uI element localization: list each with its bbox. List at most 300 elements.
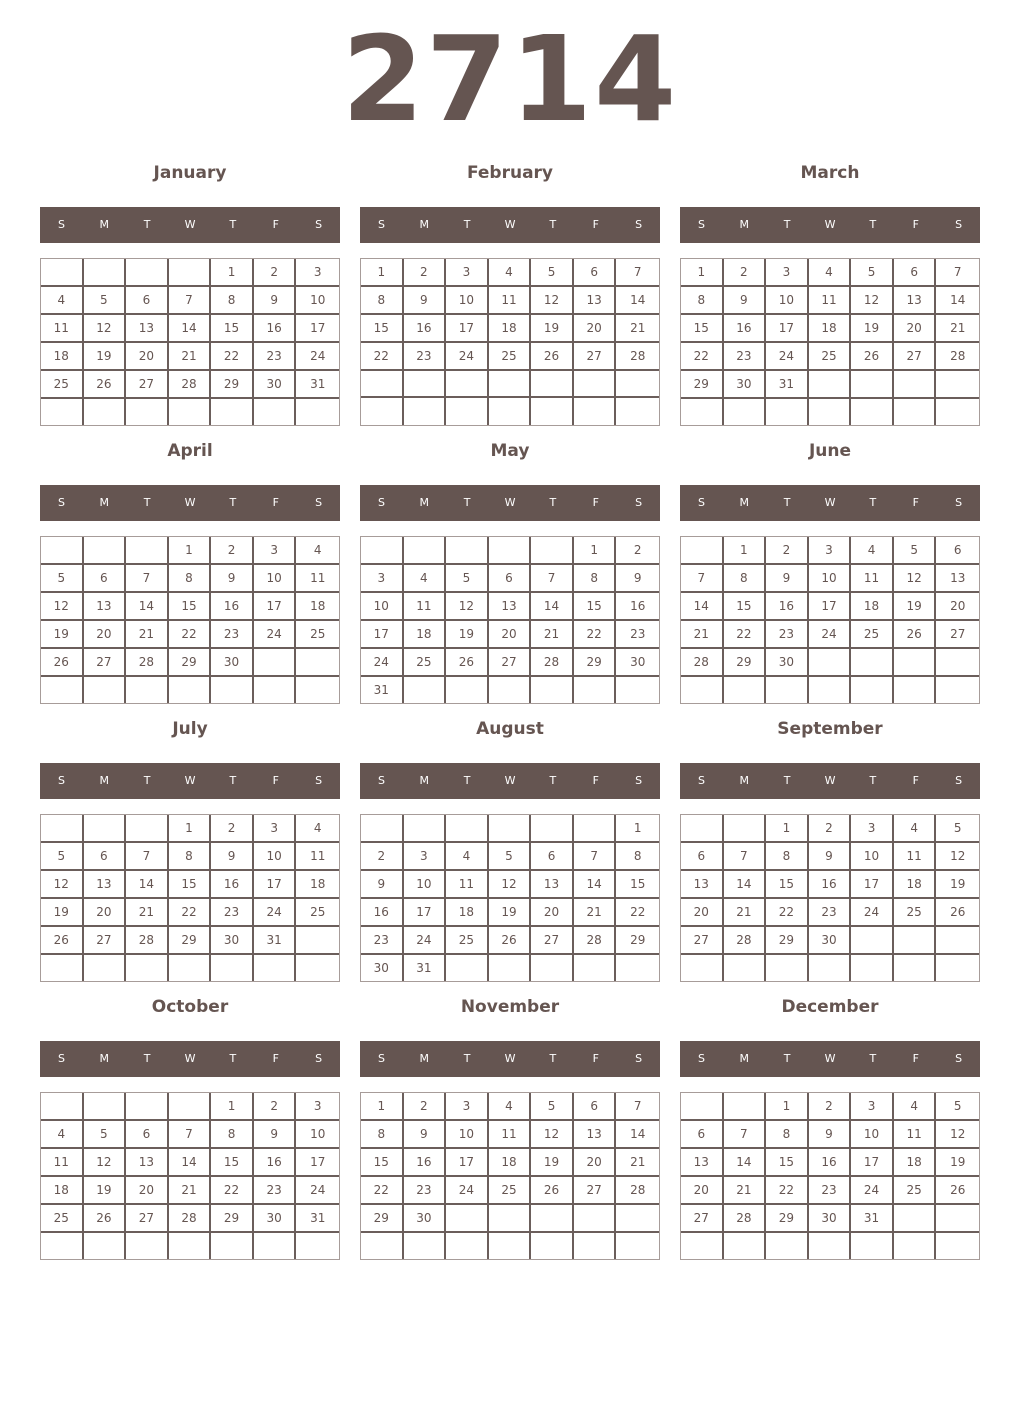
day-cell: 20 [126, 1177, 169, 1205]
day-cell: 21 [169, 343, 212, 371]
weekday-label: S [635, 218, 643, 231]
day-cell: 2 [404, 1093, 447, 1121]
day-cell: 18 [296, 871, 339, 899]
weekday-label: T [549, 496, 557, 509]
day-cell [361, 537, 404, 565]
day-cell: 10 [851, 1121, 894, 1149]
day-cell: 5 [531, 1093, 574, 1121]
weekday-label: S [635, 496, 643, 509]
day-cell: 1 [681, 259, 724, 287]
day-cell: 5 [84, 287, 127, 315]
day-cell [936, 1205, 979, 1233]
day-cell: 22 [616, 899, 659, 927]
day-cell: 14 [574, 871, 617, 899]
day-cell [41, 955, 84, 981]
day-cell [41, 1093, 84, 1121]
weekday-label: T [869, 218, 877, 231]
day-cell: 27 [531, 927, 574, 955]
day-cell [766, 677, 809, 703]
day-grid [40, 1092, 340, 1260]
weekday-label: T [229, 496, 237, 509]
day-cell [84, 399, 127, 425]
day-cell: 23 [616, 621, 659, 649]
weekday-label: W [824, 1052, 836, 1065]
day-cell: 17 [446, 1149, 489, 1177]
month-title: November [460, 997, 560, 1017]
day-cell: 28 [616, 343, 659, 371]
day-cell: 12 [41, 593, 84, 621]
day-cell: 8 [616, 843, 659, 871]
weekday-label: M [419, 496, 430, 509]
day-cell: 14 [616, 1121, 659, 1149]
day-cell [169, 259, 212, 287]
day-cell: 27 [574, 1177, 617, 1205]
day-cell: 30 [809, 927, 852, 955]
day-cell: 17 [296, 1149, 339, 1177]
day-cell: 24 [446, 1177, 489, 1205]
day-cell: 15 [211, 315, 254, 343]
day-cell: 24 [851, 899, 894, 927]
day-cell [809, 399, 852, 425]
day-cell: 4 [296, 537, 339, 565]
day-cell [531, 371, 574, 398]
day-cell: 5 [936, 815, 979, 843]
day-cell [724, 677, 767, 703]
day-cell: 6 [574, 1093, 617, 1121]
day-cell: 14 [531, 593, 574, 621]
day-cell: 29 [211, 371, 254, 399]
day-cell: 23 [254, 1177, 297, 1205]
weekday-label: S [315, 774, 323, 787]
day-cell [574, 398, 617, 425]
day-cell: 17 [361, 621, 404, 649]
day-cell: 21 [616, 315, 659, 343]
day-cell: 29 [361, 1205, 404, 1233]
day-cell [169, 1093, 212, 1121]
day-cell: 5 [489, 843, 532, 871]
weekday-label: F [912, 496, 919, 509]
day-cell: 14 [126, 593, 169, 621]
day-cell: 4 [41, 1121, 84, 1149]
day-cell [724, 1233, 767, 1259]
day-cell: 13 [84, 593, 127, 621]
day-cell: 22 [574, 621, 617, 649]
day-cell: 12 [531, 287, 574, 315]
day-cell [809, 649, 852, 677]
day-cell [681, 1093, 724, 1121]
day-cell [126, 1233, 169, 1259]
day-cell [936, 371, 979, 399]
day-cell: 22 [361, 1177, 404, 1205]
day-cell: 2 [211, 815, 254, 843]
day-cell: 18 [296, 593, 339, 621]
day-cell [84, 1233, 127, 1259]
weekday-label: T [143, 496, 151, 509]
day-cell [84, 1093, 127, 1121]
day-cell: 30 [361, 955, 404, 981]
day-cell: 11 [41, 315, 84, 343]
day-cell [681, 955, 724, 981]
day-cell: 12 [936, 1121, 979, 1149]
day-cell: 18 [489, 1149, 532, 1177]
day-grid [360, 258, 660, 426]
day-cell: 27 [84, 649, 127, 677]
day-cell [681, 537, 724, 565]
day-cell: 14 [169, 1149, 212, 1177]
day-cell: 17 [446, 315, 489, 343]
day-cell: 27 [936, 621, 979, 649]
weekday-header [680, 207, 980, 243]
day-cell: 4 [404, 565, 447, 593]
weekday-label: W [824, 496, 836, 509]
weekday-label: F [272, 218, 279, 231]
day-cell: 12 [446, 593, 489, 621]
day-cell [169, 1233, 212, 1259]
day-cell: 27 [574, 343, 617, 371]
day-grid [40, 258, 340, 426]
day-cell: 26 [894, 621, 937, 649]
weekday-label: S [697, 496, 705, 509]
day-cell: 23 [766, 621, 809, 649]
day-cell: 18 [489, 315, 532, 343]
day-cell: 17 [296, 315, 339, 343]
month-title: April [167, 441, 213, 461]
day-cell [211, 677, 254, 703]
day-cell: 6 [681, 1121, 724, 1149]
day-cell [531, 677, 574, 703]
day-cell: 5 [936, 1093, 979, 1121]
day-cell: 7 [936, 259, 979, 287]
day-cell: 25 [446, 927, 489, 955]
day-cell [489, 398, 532, 425]
day-cell: 12 [84, 315, 127, 343]
day-cell: 16 [616, 593, 659, 621]
day-cell: 21 [681, 621, 724, 649]
day-cell [41, 1233, 84, 1259]
day-cell [404, 815, 447, 843]
day-cell [169, 955, 212, 981]
day-cell: 25 [489, 1177, 532, 1205]
year-title: 2714 [341, 10, 679, 148]
day-cell: 25 [41, 1205, 84, 1233]
day-cell: 13 [681, 1149, 724, 1177]
day-cell [126, 537, 169, 565]
day-cell: 15 [681, 315, 724, 343]
weekday-header [40, 485, 340, 521]
day-cell: 9 [404, 287, 447, 315]
day-cell: 10 [254, 565, 297, 593]
day-cell: 6 [531, 843, 574, 871]
weekday-label: T [549, 1052, 557, 1065]
day-cell: 9 [211, 565, 254, 593]
day-cell: 18 [809, 315, 852, 343]
day-cell: 8 [724, 565, 767, 593]
day-cell [894, 677, 937, 703]
weekday-header [40, 207, 340, 243]
day-cell: 1 [169, 815, 212, 843]
day-cell [936, 677, 979, 703]
day-cell [894, 927, 937, 955]
day-cell [681, 1233, 724, 1259]
day-cell: 20 [84, 621, 127, 649]
weekday-label: T [463, 496, 471, 509]
day-cell [489, 371, 532, 398]
day-cell: 29 [766, 927, 809, 955]
weekday-label: F [592, 774, 599, 787]
day-cell: 21 [574, 899, 617, 927]
day-cell: 3 [254, 537, 297, 565]
weekday-label: S [57, 774, 65, 787]
day-cell: 8 [681, 287, 724, 315]
day-cell: 20 [126, 343, 169, 371]
day-cell [254, 399, 297, 425]
day-cell [361, 371, 404, 398]
day-cell: 25 [489, 343, 532, 371]
day-cell: 2 [254, 259, 297, 287]
day-cell: 29 [681, 371, 724, 399]
day-cell: 21 [724, 899, 767, 927]
day-grid [360, 814, 660, 982]
day-cell: 25 [296, 621, 339, 649]
day-cell [574, 1205, 617, 1233]
day-cell: 3 [809, 537, 852, 565]
day-cell: 28 [126, 649, 169, 677]
day-cell: 22 [211, 1177, 254, 1205]
day-cell: 30 [254, 1205, 297, 1233]
day-cell: 19 [894, 593, 937, 621]
day-cell: 8 [361, 1121, 404, 1149]
day-cell [404, 398, 447, 425]
weekday-header [360, 485, 660, 521]
day-cell [404, 677, 447, 703]
weekday-label: T [869, 496, 877, 509]
day-cell: 7 [616, 1093, 659, 1121]
weekday-label: S [955, 218, 963, 231]
day-cell [361, 398, 404, 425]
day-cell [254, 955, 297, 981]
day-cell [126, 1093, 169, 1121]
day-cell: 11 [489, 287, 532, 315]
weekday-label: M [99, 774, 110, 787]
day-cell: 5 [41, 565, 84, 593]
weekday-label: S [377, 1052, 385, 1065]
weekday-label: F [272, 496, 279, 509]
day-cell [41, 677, 84, 703]
day-cell [254, 649, 297, 677]
day-cell [681, 399, 724, 425]
weekday-label: T [463, 218, 471, 231]
weekday-header [680, 1041, 980, 1077]
day-cell: 18 [446, 899, 489, 927]
day-cell: 1 [616, 815, 659, 843]
day-cell: 12 [84, 1149, 127, 1177]
day-cell: 7 [724, 843, 767, 871]
day-cell: 27 [84, 927, 127, 955]
day-cell: 30 [766, 649, 809, 677]
day-cell: 5 [41, 843, 84, 871]
day-cell [41, 537, 84, 565]
day-cell: 31 [254, 927, 297, 955]
day-cell: 22 [724, 621, 767, 649]
day-cell [616, 371, 659, 398]
day-cell: 10 [404, 871, 447, 899]
day-cell: 24 [404, 927, 447, 955]
day-cell: 15 [616, 871, 659, 899]
day-cell: 25 [809, 343, 852, 371]
day-cell: 12 [936, 843, 979, 871]
weekday-label: T [783, 496, 791, 509]
day-cell: 31 [296, 371, 339, 399]
day-cell: 15 [724, 593, 767, 621]
day-cell: 3 [851, 1093, 894, 1121]
day-cell: 20 [894, 315, 937, 343]
day-cell [851, 1233, 894, 1259]
day-cell: 30 [404, 1205, 447, 1233]
day-cell: 13 [894, 287, 937, 315]
day-cell: 4 [809, 259, 852, 287]
weekday-label: T [463, 1052, 471, 1065]
day-cell: 2 [724, 259, 767, 287]
day-cell: 26 [84, 1205, 127, 1233]
day-cell [894, 1205, 937, 1233]
day-cell [296, 677, 339, 703]
day-cell: 17 [254, 593, 297, 621]
day-cell: 17 [404, 899, 447, 927]
day-cell: 10 [254, 843, 297, 871]
day-cell: 25 [851, 621, 894, 649]
day-cell: 7 [574, 843, 617, 871]
day-cell: 1 [211, 1093, 254, 1121]
weekday-label: F [592, 496, 599, 509]
day-cell: 31 [404, 955, 447, 981]
day-cell: 12 [531, 1121, 574, 1149]
day-cell: 9 [254, 1121, 297, 1149]
day-cell [169, 399, 212, 425]
day-cell [851, 399, 894, 425]
day-cell [616, 1233, 659, 1259]
month-title: June [808, 441, 852, 461]
day-cell: 21 [126, 621, 169, 649]
day-cell: 24 [446, 343, 489, 371]
day-cell: 28 [724, 927, 767, 955]
day-cell: 5 [531, 259, 574, 287]
month-title: September [777, 719, 883, 739]
month-title: July [172, 719, 208, 739]
day-cell: 15 [766, 1149, 809, 1177]
day-cell: 21 [169, 1177, 212, 1205]
day-cell: 25 [404, 649, 447, 677]
day-cell: 10 [446, 1121, 489, 1149]
day-cell: 4 [489, 259, 532, 287]
day-cell [851, 649, 894, 677]
day-cell: 8 [361, 287, 404, 315]
day-cell [489, 1205, 532, 1233]
weekday-label: T [783, 218, 791, 231]
day-cell: 14 [724, 871, 767, 899]
day-cell: 16 [254, 1149, 297, 1177]
day-cell: 9 [616, 565, 659, 593]
weekday-label: S [57, 496, 65, 509]
day-cell: 23 [404, 343, 447, 371]
day-cell: 26 [446, 649, 489, 677]
day-cell: 23 [404, 1177, 447, 1205]
day-cell [574, 677, 617, 703]
day-cell: 1 [766, 1093, 809, 1121]
weekday-label: S [377, 218, 385, 231]
weekday-label: T [143, 774, 151, 787]
day-cell: 7 [126, 843, 169, 871]
day-cell: 11 [894, 1121, 937, 1149]
day-cell [169, 677, 212, 703]
day-cell: 13 [84, 871, 127, 899]
day-cell [936, 649, 979, 677]
day-cell: 4 [489, 1093, 532, 1121]
day-cell: 8 [766, 843, 809, 871]
day-cell: 16 [211, 593, 254, 621]
day-cell: 6 [681, 843, 724, 871]
day-cell: 24 [254, 899, 297, 927]
day-cell: 20 [84, 899, 127, 927]
weekday-label: W [504, 774, 516, 787]
day-cell: 28 [169, 371, 212, 399]
day-cell [296, 399, 339, 425]
day-cell: 20 [936, 593, 979, 621]
day-cell [126, 399, 169, 425]
day-cell: 24 [254, 621, 297, 649]
weekday-label: T [229, 1052, 237, 1065]
weekday-label: M [99, 1052, 110, 1065]
day-cell: 7 [724, 1121, 767, 1149]
day-cell: 7 [531, 565, 574, 593]
weekday-header [360, 207, 660, 243]
day-cell: 14 [724, 1149, 767, 1177]
day-cell: 18 [404, 621, 447, 649]
day-cell [489, 955, 532, 981]
day-cell: 11 [851, 565, 894, 593]
day-cell: 8 [169, 843, 212, 871]
day-cell: 11 [446, 871, 489, 899]
day-cell: 24 [809, 621, 852, 649]
weekday-label: M [99, 496, 110, 509]
day-cell [361, 815, 404, 843]
day-cell: 26 [531, 1177, 574, 1205]
weekday-label: W [824, 774, 836, 787]
day-cell: 12 [41, 871, 84, 899]
weekday-header [360, 1041, 660, 1077]
day-cell: 27 [126, 1205, 169, 1233]
day-cell: 11 [404, 593, 447, 621]
day-cell: 24 [766, 343, 809, 371]
day-cell: 14 [616, 287, 659, 315]
day-cell [894, 1233, 937, 1259]
day-cell: 24 [361, 649, 404, 677]
day-cell: 2 [809, 815, 852, 843]
weekday-label: T [549, 218, 557, 231]
day-cell: 19 [446, 621, 489, 649]
day-cell: 24 [296, 1177, 339, 1205]
day-cell: 22 [211, 343, 254, 371]
weekday-label: F [912, 1052, 919, 1065]
day-grid [360, 1092, 660, 1260]
day-cell: 26 [84, 371, 127, 399]
day-cell [211, 399, 254, 425]
day-cell: 5 [446, 565, 489, 593]
day-cell: 13 [126, 315, 169, 343]
month-title: December [781, 997, 879, 1017]
day-cell: 3 [851, 815, 894, 843]
day-grid [360, 536, 660, 704]
day-cell: 16 [809, 871, 852, 899]
